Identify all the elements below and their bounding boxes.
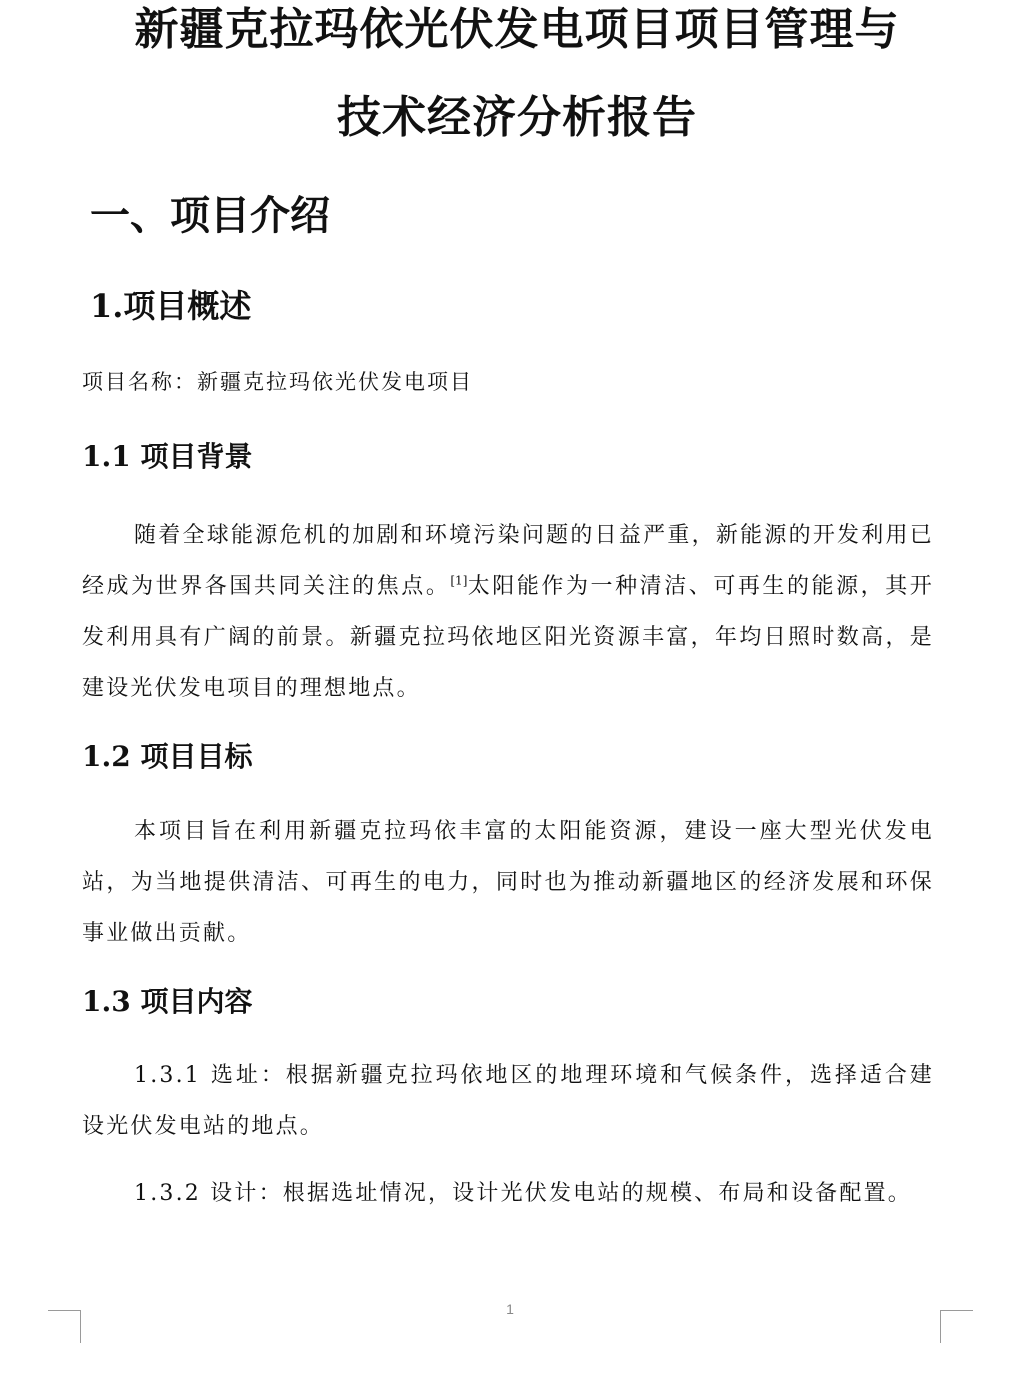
document-title-line-2: 技术经济分析报告 (337, 92, 697, 143)
section-heading-project-intro: 一、项目介绍 (90, 192, 330, 239)
heading-project-goal: 1.2 项目目标 (82, 740, 253, 773)
heading-project-content: 1.3 项目内容 (82, 985, 253, 1018)
background-text-part-2: 太阳能作为一种清洁、可再生的能源，其开发利用具有广阔的前景。新疆克拉玛依地区阳光资源丰富，年均日照时数高，是建设光伏发电项目的理想地点。 (82, 574, 934, 701)
crop-mark-right (940, 1310, 973, 1343)
heading-project-background: 1.1 项目背景 (82, 440, 253, 473)
crop-mark-left (48, 1310, 81, 1343)
paragraph-design: 1.3.2 设计：根据选址情况，设计光伏发电站的规模、布局和设备配置。 (134, 1181, 912, 1206)
paragraph-project-goal: 本项目旨在利用新疆克拉玛依丰富的太阳能资源，建设一座大型光伏发电站，为当地提供清洁、可再生的电力，同时也为推动新疆地区的经济发展和环保事业做出贡献。 (82, 819, 934, 946)
paragraph-site-selection: 1.3.1 选址：根据新疆克拉玛依地区的地理环境和气候条件，选择适合建设光伏发电站的地点。 (82, 1063, 934, 1139)
citation-reference: [1] (450, 573, 468, 588)
subsection-heading-project-overview: 1.项目概述 (90, 287, 252, 325)
paragraph-project-background (82, 510, 934, 714)
project-name-line: 项目名称：新疆克拉玛依光伏发电项目 (82, 370, 473, 394)
document-title-line-1: 新疆克拉玛依光伏发电项目项目管理与 (134, 4, 900, 55)
background-text-part-1: 随着全球能源危机的加剧和环境污染问题的日益严重，新能源的开发利用已经成为世界各国共同关注的焦点。 (82, 523, 934, 599)
page-number: 1 (506, 1301, 514, 1317)
